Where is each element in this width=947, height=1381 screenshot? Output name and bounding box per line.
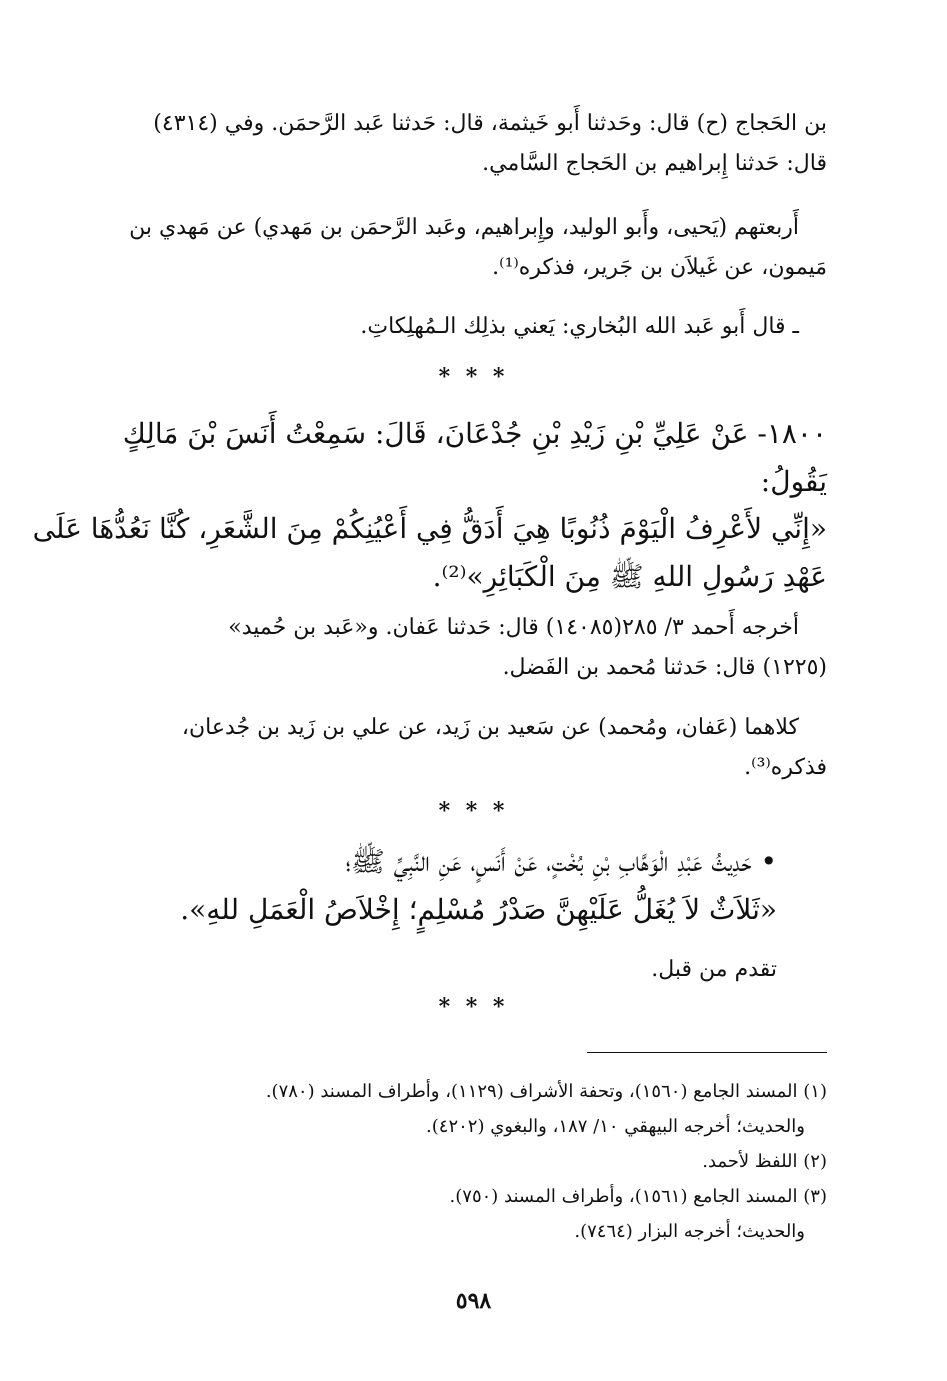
text-line: ـ قال أَبو عَبد الله البُخاري: يَعني بذلِك الـمُهلِكاتِ. [360, 314, 799, 339]
section-separator: * * * [438, 994, 509, 1020]
footnote-divider [587, 1052, 827, 1053]
footnote-line: (٣) المسند الجامع (١٥٦١)، وأطراف المسند (٧٥٠). [449, 1186, 827, 1207]
text-line: «إِنِّي لأَعْرِفُ الْيَوْمَ ذُنُوبًا هِيَ أَدَقُّ فِي أَعْيُنِكُمْ مِنَ الشَّعَرِ، كُنَّا نَعُدُّهَا عَلَى [32, 512, 827, 545]
footnote-line: والحديث؛ أخرجه البيهقي ١٠/ ١٨٧، والبغوي (٤٢٠٢). [426, 1116, 805, 1137]
paragraph-both-narrators [115, 708, 827, 788]
section-separator: * * * [438, 364, 509, 390]
text-line: فذكره⁽³⁾. [744, 755, 827, 780]
paragraph-narrators [115, 208, 827, 288]
paragraph-chain-continuation [115, 104, 827, 184]
hadith-reference [115, 838, 827, 934]
text-line: مَيمون، عن غَيلاَن بن جَرير، فذكره⁽¹⁾. [492, 255, 827, 280]
footnote-line: (١) المسند الجامع (١٥٦٠)، وتحفة الأشراف (١١٢٩)، وأطراف المسند (٧٨٠). [265, 1081, 827, 1102]
paragraph-mentioned-before [115, 950, 827, 990]
text-line: تقدم من قبل. [651, 957, 777, 982]
hadith-1800-header [115, 410, 827, 506]
paragraph-bukhari-note [115, 307, 827, 347]
paragraph-takhrij [115, 608, 827, 688]
text-line: بن الحَجاج (ح) قال: وحَدثنا أَبو خَيثمة، قال: حَدثنا عَبد الرَّحمَن. وفي (٤٣١٤) [153, 111, 827, 136]
hadith-1800-text [32, 505, 827, 601]
text-line: «ثَلاَثٌ لاَ يُغَلُّ عَلَيْهِنَّ صَدْرُ مُسْلِمٍ؛ إِخْلاَصُ الْعَمَلِ للهِ». [180, 893, 777, 926]
text-line: قال: حَدثنا إِبراهيم بن الحَجاج السَّامي. [482, 151, 827, 176]
text-line: ١٨٠٠- عَنْ عَلِيِّ بْنِ زَيْدِ بْنِ جُدْعَانَ، قَالَ: سَمِعْتُ أَنَسَ بْنَ مَالِكٍ [122, 417, 827, 450]
text-line: (١٢٢٥) قال: حَدثنا مُحمد بن الفَضل. [502, 655, 827, 680]
text-line: عَهْدِ رَسُولِ اللهِ ﷺ مِنَ الْكَبَائِرِ»⁽²⁾. [432, 560, 827, 593]
footnote-line: (٢) اللفظ لأحمد. [702, 1151, 827, 1172]
text-line: • حَدِيثُ عَبْدِ الْوَهَّابِ بْنِ بُخْتٍ، عَنْ أَنَسٍ، عَنِ النَّبِيِّ ﷺ؛ [345, 845, 777, 878]
text-line: يَقُولُ: [760, 465, 827, 498]
text-line: أخرجه أَحمد ٣/ ٢٨٥(١٤٠٨٥) قال: حَدثنا عَفان. و«عَبد بن حُميد» [228, 615, 799, 640]
footnote-line: والحديث؛ أخرجه البزار (٧٤٦٤). [574, 1221, 805, 1242]
page-number: ٥٩٨ [455, 1288, 492, 1314]
text-line: كلاهما (عَفان، ومُحمد) عن سَعيد بن زَيد، عن علي بن زَيد بن جُدعان، [181, 715, 799, 740]
footnotes [115, 1074, 827, 1249]
section-separator: * * * [438, 798, 509, 824]
text-line: أَربعتهم (يَحيى، وأَبو الوليد، وإِبراهيم، وعَبد الرَّحمَن بن مَهدي) عن مَهدي بن [129, 215, 799, 240]
